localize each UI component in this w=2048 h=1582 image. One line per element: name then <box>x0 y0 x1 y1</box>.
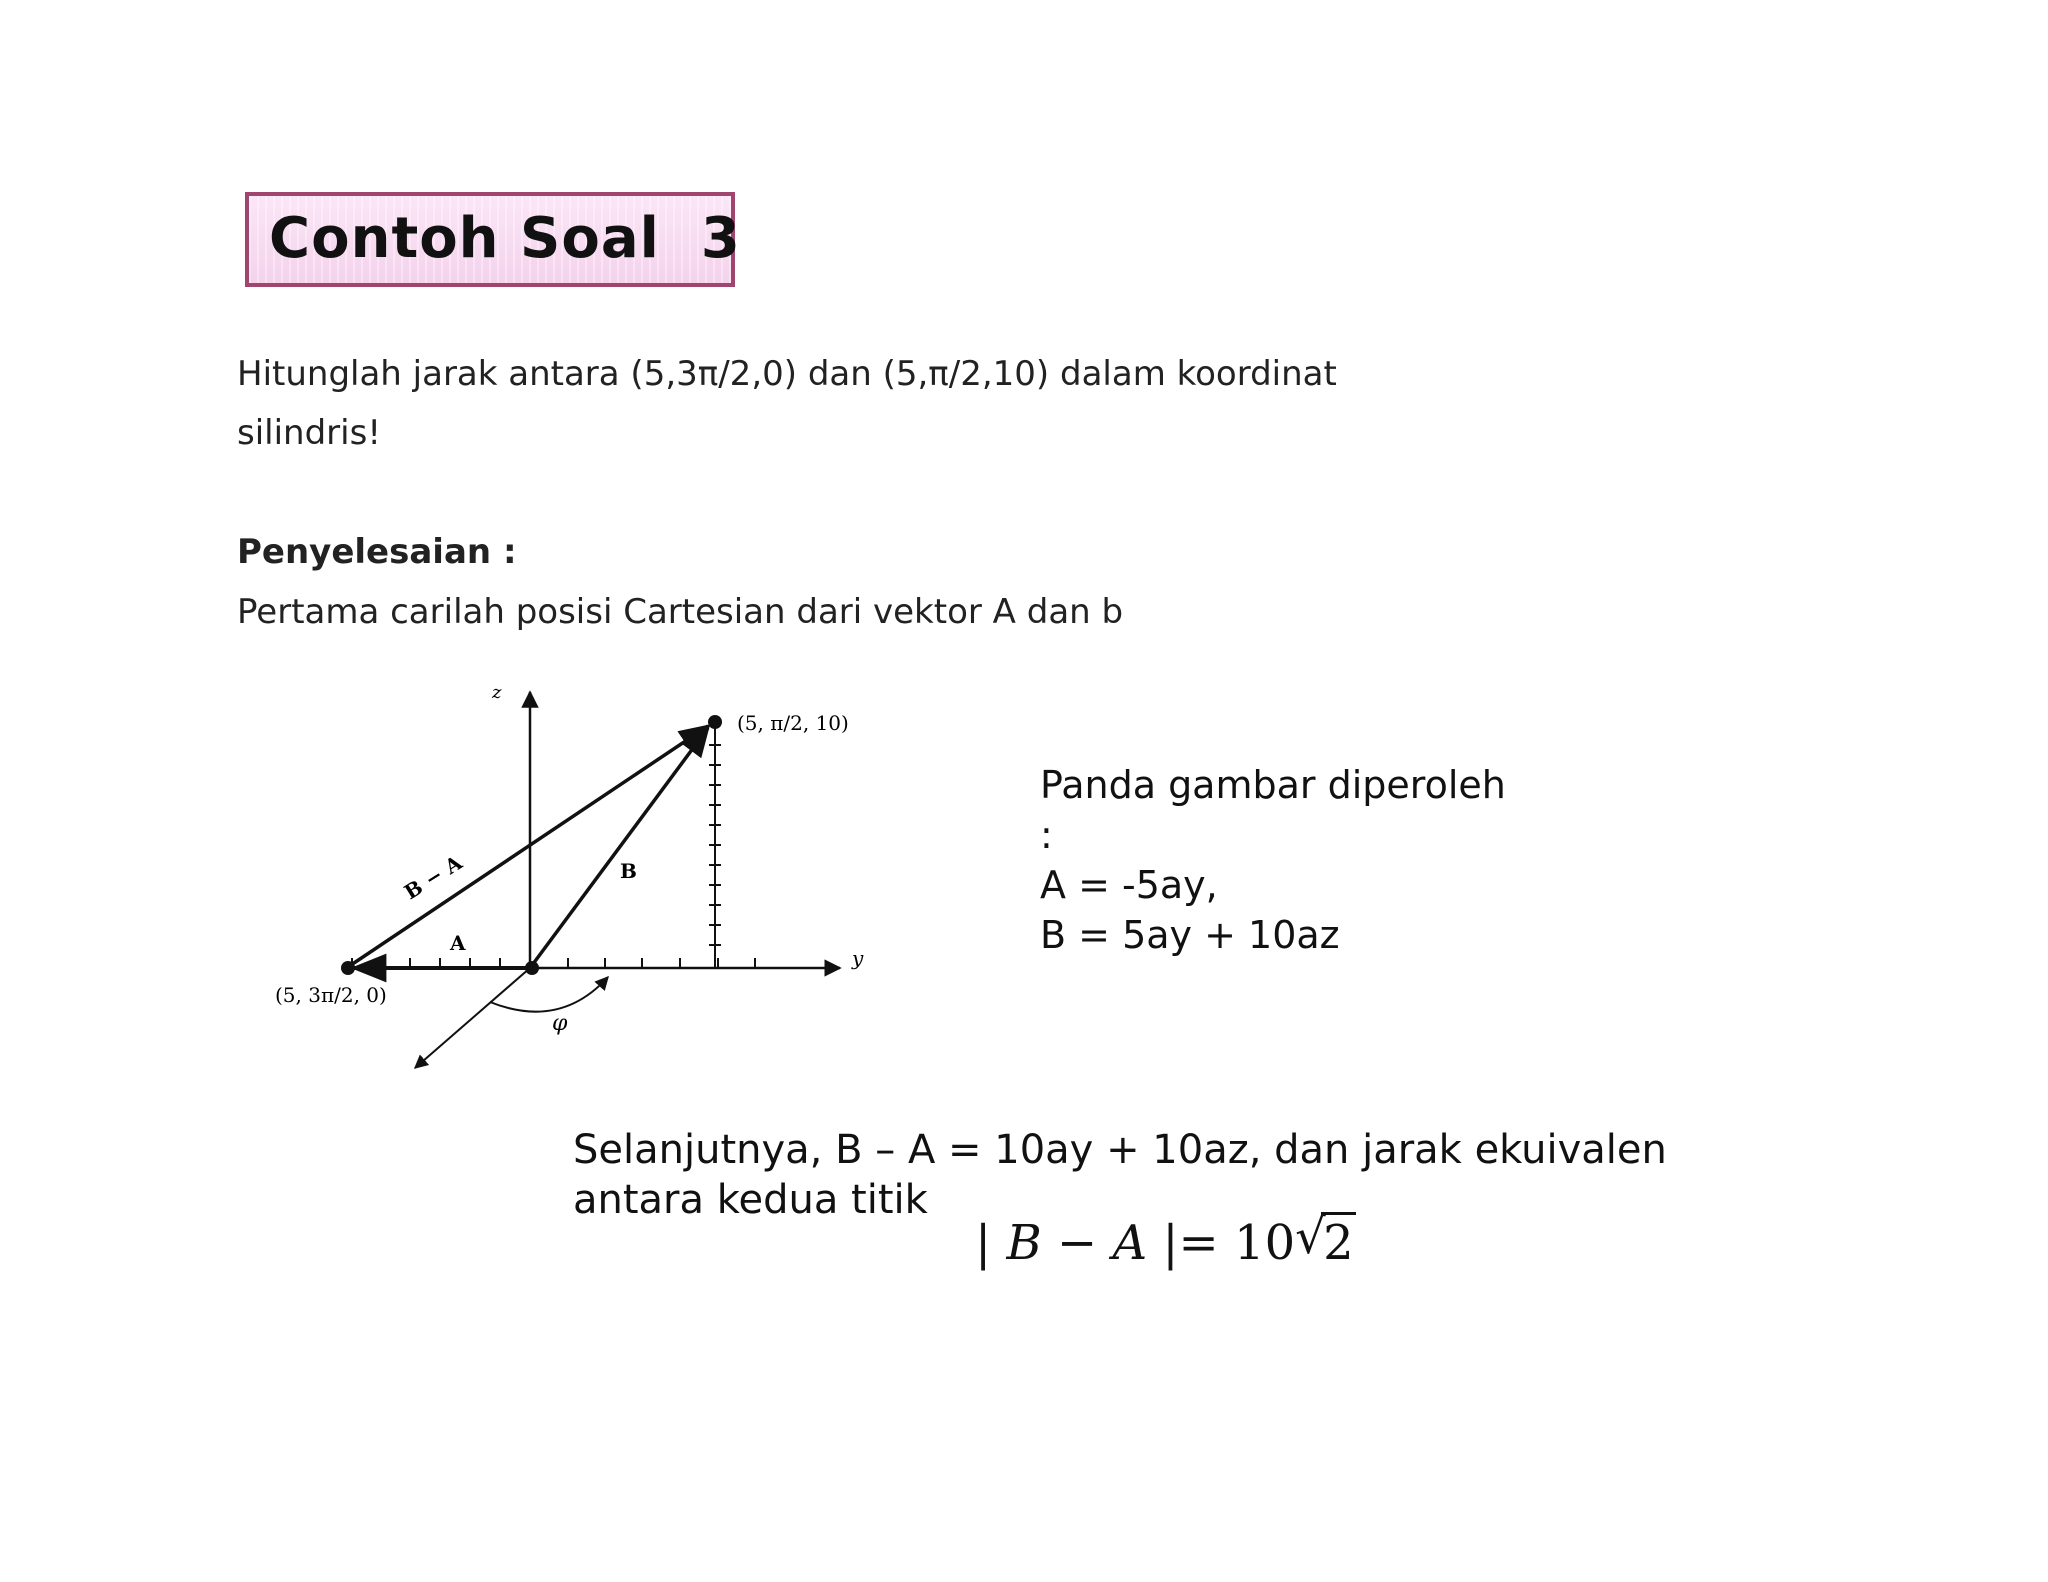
distance-formula <box>975 1209 1356 1271</box>
question-line-1: Hitunglah jarak antara (5,3π/2,0) dan (5,π/2,10) dalam koordinat <box>237 354 1337 394</box>
origin-point <box>525 961 539 975</box>
solution-intro: Pertama carilah posisi Cartesian dari vektor A dan b <box>237 592 1124 632</box>
phi-label: φ <box>552 1011 568 1036</box>
vector-a-label: A <box>450 931 466 955</box>
sqrt-symbol: √ 2 <box>1295 1209 1354 1271</box>
solution-heading: Penyelesaian : <box>237 532 517 572</box>
title-box <box>245 192 741 287</box>
point-left-label: (5, 3π/2, 0) <box>275 983 387 1007</box>
vector-b-minus-a-arrow <box>348 726 708 967</box>
conclusion-line-1: Selanjutnya, B – A = 10ay + 10az, dan jarak ekuivalen <box>573 1127 1667 1173</box>
page-title: Contoh Soal 3 <box>269 206 741 271</box>
question-line-2: silindris! <box>237 413 381 453</box>
cylindrical-coordinate-figure <box>260 680 900 1100</box>
formula-b: B <box>1006 1215 1042 1271</box>
vector-b-label: B <box>620 859 637 883</box>
side-note <box>1040 760 1506 960</box>
vector-b-arrow <box>530 728 708 968</box>
side-note-line-1: Panda gambar diperoleh <box>1040 763 1506 807</box>
conclusion <box>573 1125 1667 1225</box>
x-axis <box>415 968 530 1068</box>
formula-rhs: |= 10 <box>1147 1215 1296 1271</box>
y-axis-label: y <box>852 946 864 970</box>
side-note-line-4: B = 5ay + 10az <box>1040 913 1340 957</box>
phi-arc <box>490 977 608 1012</box>
formula-minus: − <box>1041 1215 1113 1271</box>
formula-a: A <box>1112 1215 1148 1271</box>
formula-radicand: 2 <box>1321 1212 1356 1271</box>
point-left <box>341 961 355 975</box>
side-note-line-2: : <box>1040 813 1053 857</box>
point-top <box>708 715 722 729</box>
formula-lhs-open: | <box>975 1215 1007 1271</box>
side-note-line-3: A = -5ay, <box>1040 863 1218 907</box>
conclusion-line-2: antara kedua titik <box>573 1177 928 1223</box>
vector-b-minus-a-label: B − A <box>399 850 467 905</box>
z-axis-label: z <box>492 682 502 703</box>
point-top-label: (5, π/2, 10) <box>737 711 849 735</box>
y-axis-ticks <box>568 958 755 968</box>
